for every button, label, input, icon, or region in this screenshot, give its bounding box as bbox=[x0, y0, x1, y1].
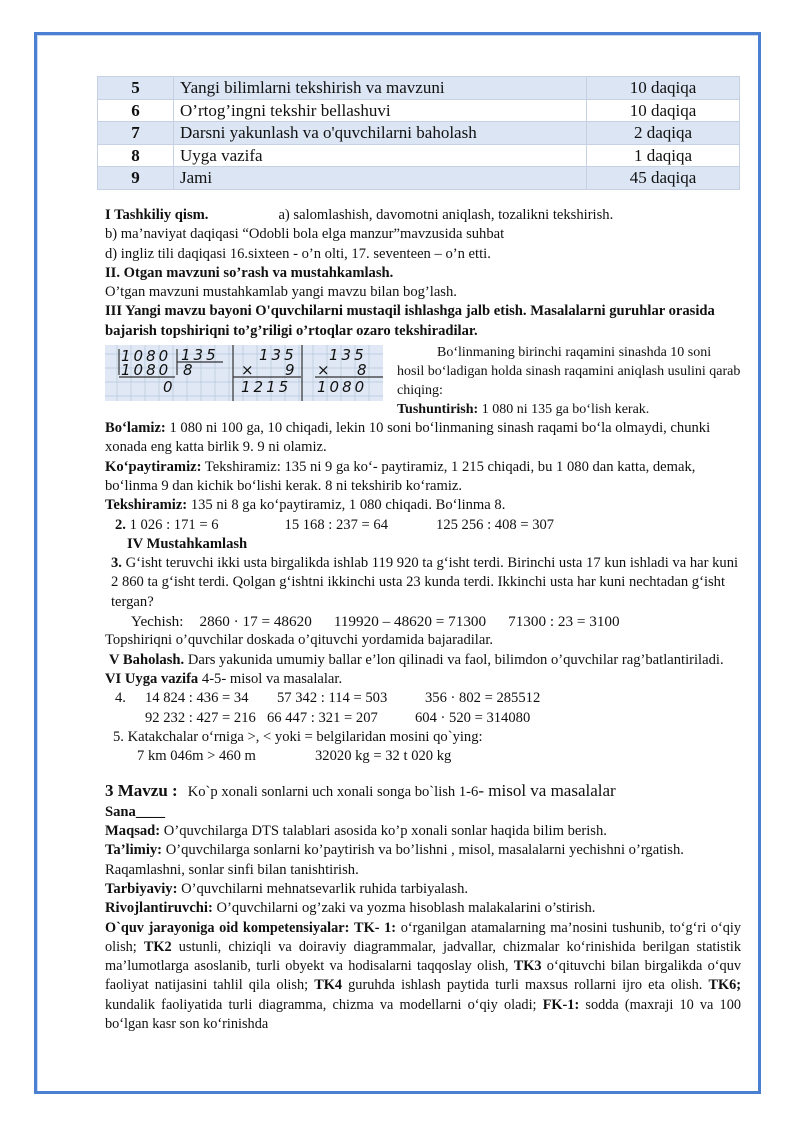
mul2-a-text: 135 bbox=[329, 346, 367, 365]
mul2-b-text: 8 bbox=[357, 361, 370, 380]
lesson-plan-table bbox=[97, 76, 740, 190]
plan-row-duration: 10 daqiqa bbox=[587, 99, 740, 122]
plan-row-duration: 2 daqiqa bbox=[587, 122, 740, 145]
mul1-a-text: 135 bbox=[259, 346, 297, 365]
explanation-block: 1080 135 1080 8 0 135 × 9 1215 135 × 8 1080 Bo‘linmaning birinchi raqamini sinashda 10 soni hosil bo‘ladigan holda sinash raqamini aniqlash usulini qarab chiqing: Tushuntirish: 1 080 ni 135 ga bo‘lish kerak. Bo‘lamiz: 1 080 ni 100 ga, 10 chiqadi, lekin 10 soni bo‘linmaning sinash raqami bo‘la olmaydi, chunki xonada eng katta birlik 9. 9 ni olamiz. Ko‘paytiramiz: Tekshiramiz: 135 ni 9 ga ko‘- paytiramiz, 1 215 chiqadi, bu 1 080 dan katta, demak, bo‘linma 9 dan kichik bo‘lishi kerak. 8 ni tekshirib ko‘ramiz. Tekshiramiz: 135 ni 8 ga ko‘paytiramiz, 1 080 chiqadi. Bo‘linma 8. bbox=[105, 345, 741, 514]
lesson-3-title: 3 Mavzu : Ko`p xonali sonlarni uch xonali songa bo`lish 1-6- misol va masalalar bbox=[105, 781, 616, 801]
section-2-text: O’tgan mavzuni mustahkamlab yangi mavzu bilan bog’lash. bbox=[105, 284, 457, 301]
subtrahend-text: 1080 bbox=[121, 361, 172, 380]
section-2-heading: II. Otgan mavzuni so’rash va mustahkamlash. bbox=[105, 264, 394, 281]
section-4-heading: IV Mustahkamlash bbox=[127, 535, 248, 552]
board-note: Topshiriqni o’quvchilar doskada o’qituvchi yordamida bajaradilar. bbox=[105, 632, 494, 649]
sana: Sana____ bbox=[105, 803, 166, 820]
plan-row-activity: O’rtog’ingni tekshir bellashuvi bbox=[174, 99, 587, 122]
mul1-result-text: 1215 bbox=[241, 378, 292, 397]
tarbiyaviy: Tarbiyaviy: O’quvchilarni mehnatsevarlik ruhida tarbiyalash. bbox=[105, 880, 469, 897]
mul2-op-text: × bbox=[317, 361, 333, 380]
plan-row-activity: Jami bbox=[174, 167, 587, 190]
mul1-op-text: × bbox=[241, 361, 257, 380]
plan-row-number: 7 bbox=[98, 122, 174, 145]
division-calculation-image bbox=[105, 345, 383, 401]
mul1-b-text: 9 bbox=[285, 361, 298, 380]
dividend-text: 1080 bbox=[121, 347, 172, 366]
plan-row-number: 9 bbox=[98, 167, 174, 190]
explain-intro: Bo‘linmaning birinchi raqamini sinashda 10 soni hosil bo‘ladigan holda sinash raqamini aniqlash usulini qarab chiqing: bbox=[397, 345, 741, 399]
remainder-text: 0 bbox=[163, 378, 176, 397]
rivojlantiruvchi: Rivojlantiruvchi: O’quvchilarni og’zaki va yozma hisoblash malakalarini o’stirish. bbox=[105, 900, 596, 917]
plan-row bbox=[98, 167, 740, 190]
section-3-heading: III Yangi mavzu bayoni O'quvchilarni mustaqil ishlashga jalb etish. Masalalarni guruhlar orasida bajarish topshiriqni to’g’riligi o’rtoqlar ozaro tekshiradilar. bbox=[105, 303, 715, 339]
plan-row-duration: 45 daqiqa bbox=[587, 167, 740, 190]
exercise-3: 3. G‘isht teruvchi ikki usta birgalikda ishlab 119 920 ta g‘isht terdi. Birinchi usta 17 kun ishladi va har kuni 2 860 ta g‘isht terdi. Qolgan g‘ishtni ikkinchi usta 23 kunda terdi. Ikkinchi usta har kuni nechtadan g‘isht tergan? bbox=[111, 555, 739, 610]
section-5: V Baholash. Dars yakunida umumiy ballar e’lon qilinadi va faol, bilimdon o’quvchilar rag’batlantiriladi. bbox=[109, 651, 724, 668]
maqsad: Maqsad: O’quvchilarga DTS talablari asosida ko’p xonali sonlar haqida bilim berish. bbox=[105, 823, 607, 840]
lesson-text bbox=[105, 206, 741, 1034]
plan-row bbox=[98, 144, 740, 167]
homework-4-row1: 4. 14 824 : 436 = 34 57 342 : 114 = 503 356 · 802 = 285512 bbox=[115, 690, 541, 707]
plan-row-number: 6 bbox=[98, 99, 174, 122]
competencies: O`quv jarayoniga oid kompetensiyalar: TK- 1: o‘rganilgan atamalarning ma’nosini tushunib, to‘g‘ri o‘qiy olish; TK2 ustunli, chiziqli va doiraviy diagrammalar, jadvallar, chizmalar ko‘rinishida berilgan statistik ma’lumotlarga asoslanib, turli obyekt va hodisalarni taqqoslay olish, TK3 o‘qituvchi bilan birgalikda o‘quv faoliyat natijasini tahlil qila olish; TK4 guruhda ishlash paytida turli maxsus rollarni ijro eta olish. TK6; kundalik faoliyatida turli diagramma, chizma va modellarni o‘qiy oladi; FK-1: sodda (maxraji 10 va 100 bo‘lgan kasr son ko‘rinishda bbox=[105, 919, 742, 1032]
homework-5: 5. Katakchalar o‘rniga >, < yoki = belgilaridan mosini qo`ying: bbox=[113, 728, 483, 745]
divisor-text: 135 bbox=[181, 346, 219, 365]
mul2-result-text: 1080 bbox=[317, 378, 368, 397]
solution: Yechish: 2860 · 17 = 48620 119920 – 48620 = 71300 71300 : 23 = 3100 bbox=[131, 613, 620, 631]
plan-row-duration: 1 daqiqa bbox=[587, 144, 740, 167]
homework-5-items: 7 km 046m > 460 m 32020 kg = 32 t 020 kg bbox=[137, 748, 452, 765]
plan-row bbox=[98, 77, 740, 100]
plan-row-activity: Yangi bilimlarni tekshirish va mavzuni bbox=[174, 77, 587, 100]
plan-row bbox=[98, 99, 740, 122]
plan-row-activity: Darsni yakunlash va o'quvchilarni baholash bbox=[174, 122, 587, 145]
section-1d: d) ingliz tili daqiqasi 16.sixteen - o’n olti, 17. seventeen – o’n etti. bbox=[105, 245, 491, 262]
section-6: VI Uyga vazifa 4-5- misol va masalalar. bbox=[105, 670, 343, 687]
plan-row-number: 8 bbox=[98, 144, 174, 167]
section-1b: b) ma’naviyat daqiqasi “Odobli bola elga manzur”mavzusida suhbat bbox=[105, 226, 505, 243]
homework-4-row2: 92 232 : 427 = 216 66 447 : 321 = 207 604 · 520 = 314080 bbox=[145, 709, 531, 726]
quotient-text: 8 bbox=[183, 361, 196, 380]
talimiy: Ta’limiy: O’quvchilarga sonlarni ko’paytirish va bo’lishni , misol, masalalarni yechishni o’rgatish. Raqamlashni, sonlar sinfi bilan tanishtirish. bbox=[105, 842, 684, 878]
plan-row-activity: Uyga vazifa bbox=[174, 144, 587, 167]
plan-row bbox=[98, 122, 740, 145]
section-1: I Tashkiliy qism. a) salomlashish, davomotni aniqlash, tozalikni tekshirish. bbox=[105, 207, 614, 223]
exercise-2: 2. 1 026 : 171 = 6 15 168 : 237 = 64 125 256 : 408 = 307 bbox=[115, 516, 555, 533]
plan-row-duration: 10 daqiqa bbox=[587, 77, 740, 100]
plan-row-number: 5 bbox=[98, 77, 174, 100]
